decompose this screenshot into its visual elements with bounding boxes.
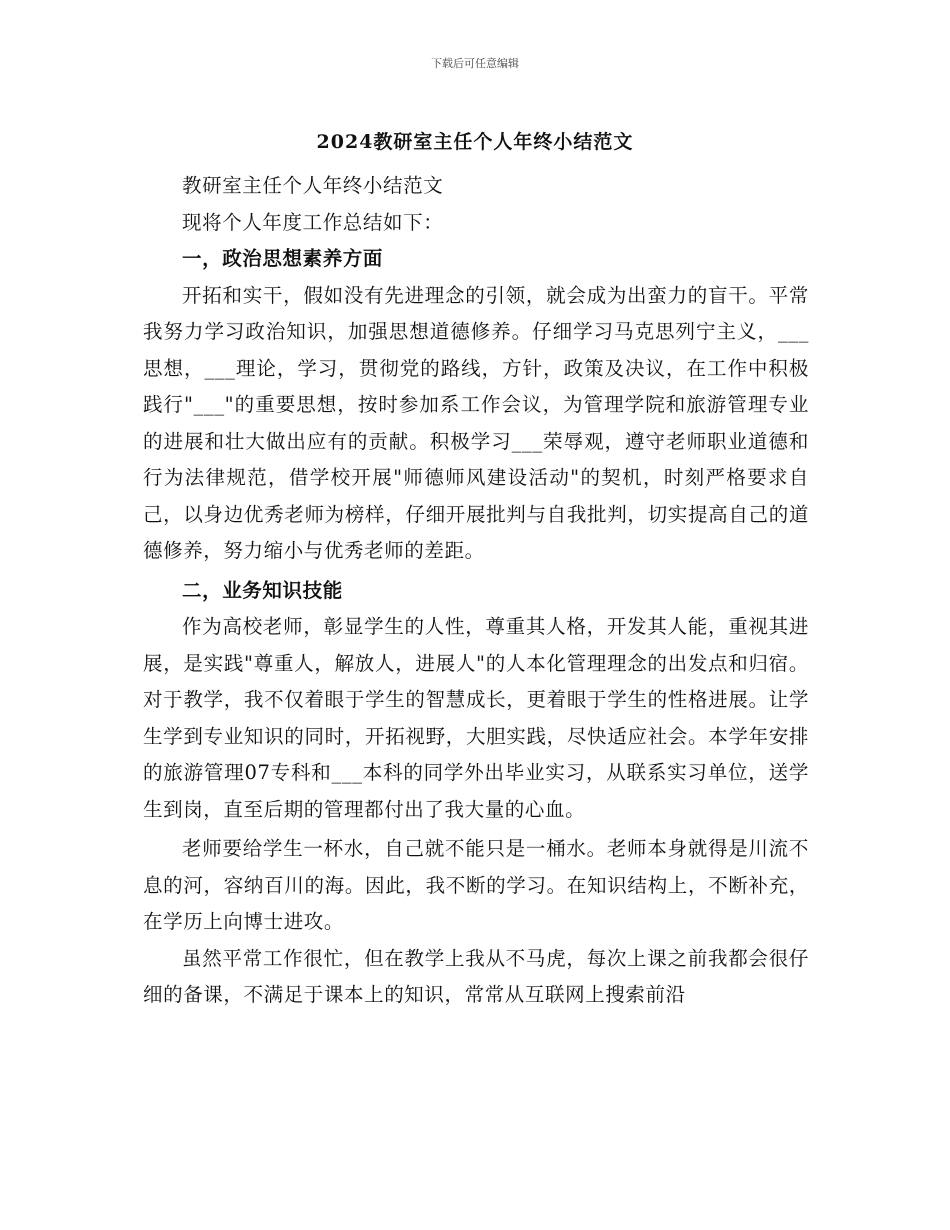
paragraph-politics: 开拓和实干，假如没有先进理念的引领，就会成为出蛮力的盲干。平常我努力学习政治知识，加强思想道德修养。仔细学习马克思列宁主义，___思想，___理论，学习，贯彻党的路线，方针，政策及决议，在工作中积极践行"___"的重要思想，按时参加系工作会议，为管理学院和旅游管理专业的进展和壮大做出应有的贡献。积极学习___荣辱观，遵守老师职业道德和行为法律规范，借学校开展"师德师风建设活动"的契机，时刻严格要求自己，以身边优秀老师为榜样，仔细开展批判与自我批判，切实提高自己的道德修养，努力缩小与优秀老师的差距。 [143, 283, 809, 562]
paragraph-subtitle: 教研室主任个人年终小结范文 [182, 174, 444, 197]
document-body [143, 168, 809, 1014]
paragraph-skills-3: 虽然平常工作很忙，但在教学上我从不马虎，每次上课之前我都会很仔细的备课，不满足于课本上的知识，常常从互联网上搜索前沿 [143, 946, 809, 1006]
header-note: 下载后可任意编辑 [431, 57, 519, 70]
section-heading-politics: 一，政治思想素养方面 [182, 247, 384, 270]
paragraph-intro: 现将个人年度工作总结如下： [182, 210, 444, 234]
section-heading-skills: 二，业务知识技能 [182, 578, 343, 602]
paragraph-skills-1: 作为高校老师，彰显学生的人性，尊重其人格，开发其人能，重视其进展，是实践"尊重人，解放人，进展人"的人本化管理理念的出发点和归宿。对于教学，我不仅着眼于学生的智慧成长，更着眼于学生的性格进展。让学生学到专业知识的同时，开拓视野，大胆实践，尽快适应社会。本学年安排的旅游管理07专科和___本科的同学外出毕业实习，从联系实习单位，送学生到岗，直至后期的管理都付出了我大量的心血。 [143, 615, 809, 821]
paragraph-skills-2: 老师要给学生一杯水，自己就不能只是一桶水。老师本身就得是川流不息的河，容纳百川的海。因此，我不断的学习。在知识结构上，不断补充，在学历上向博士进攻。 [143, 837, 809, 933]
document-title: 2024教研室主任个人年终小结范文 [316, 131, 634, 153]
